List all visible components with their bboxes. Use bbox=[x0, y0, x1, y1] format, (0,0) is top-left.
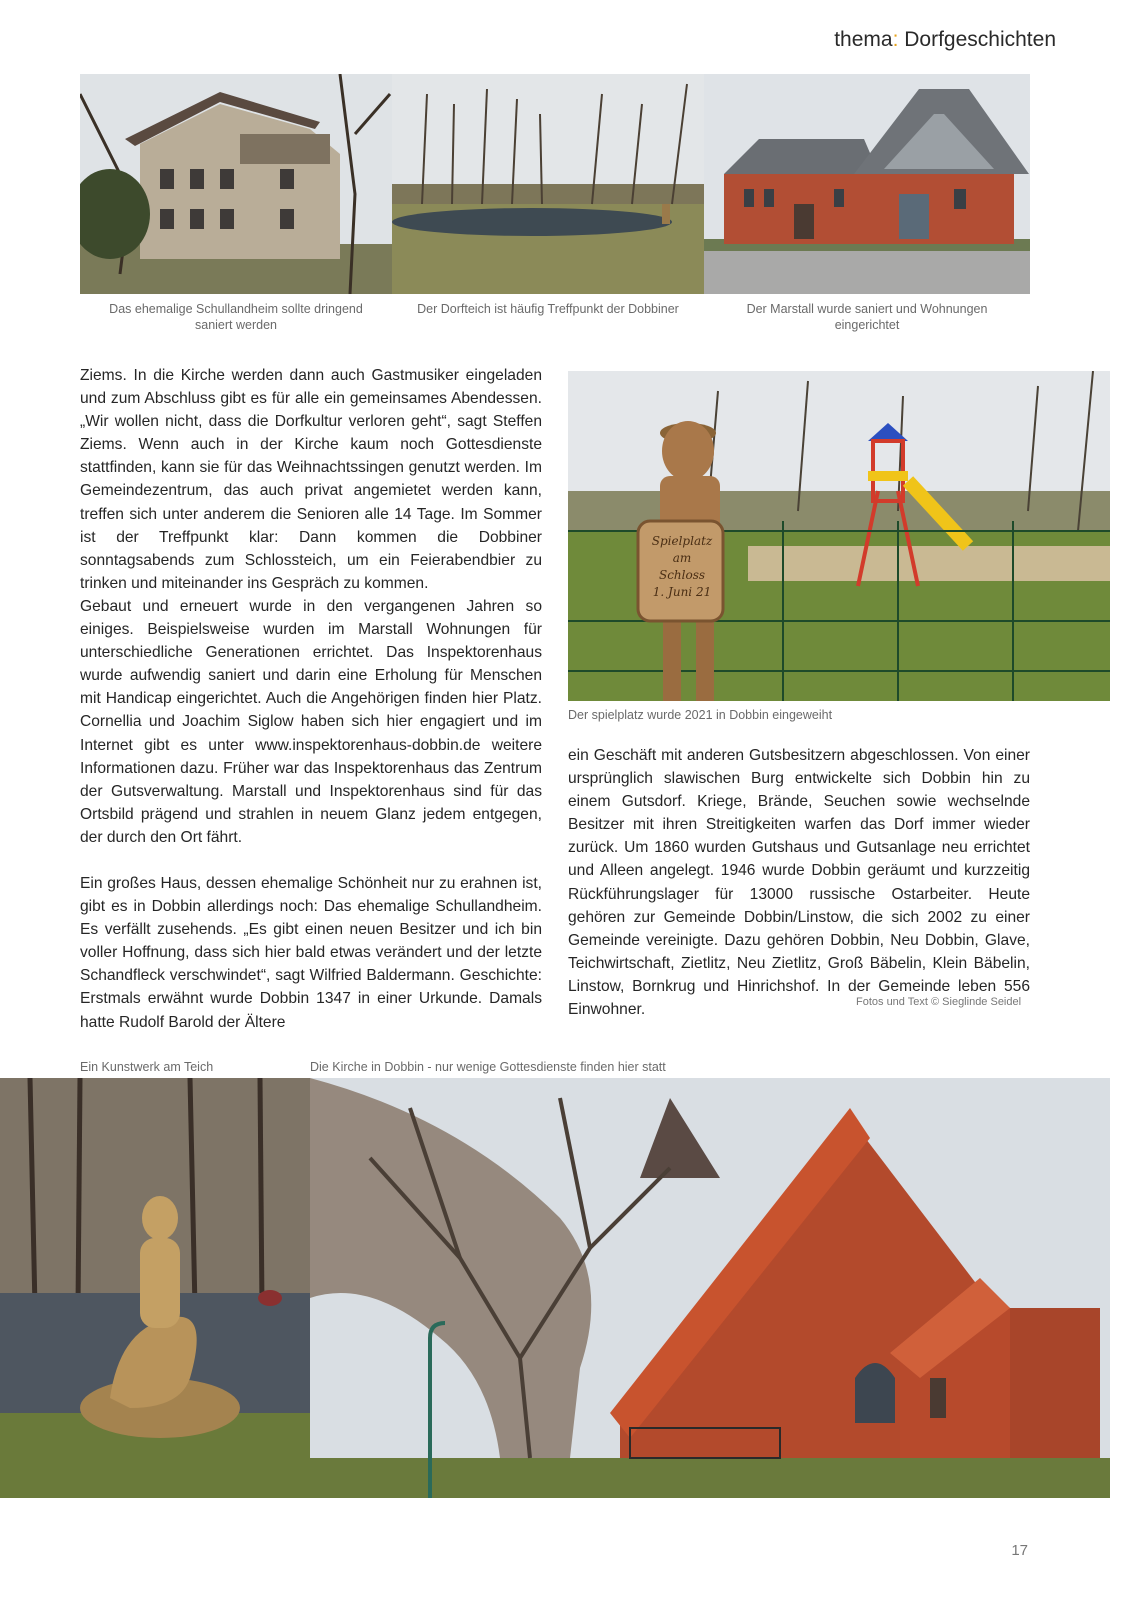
article-column-right bbox=[568, 744, 1030, 1021]
photo-schullandheim bbox=[80, 74, 392, 294]
header-section: Dorfgeschichten bbox=[904, 28, 1056, 51]
sign-line: 1. Juni 21 bbox=[652, 585, 712, 599]
section-header bbox=[834, 28, 1056, 52]
paragraph: Ein großes Haus, dessen ehemalige Schönheit nur zu erahnen ist, gibt es in Dobbin allerdings noch: Das ehemalige Schullandheim. Es verfällt zusehends. „Es gibt einen neuen Besitzer und ich bin voller Hoffnung, dass sich hier bald etwas verändert und der letzte Schandfleck verschwindet“, sagt Wilfried Baldermann. Geschichte: Erstmals erwähnt wurde Dobbin 1347 in einer Urkunde. Damals hatte Rudolf Barold der Ältere bbox=[80, 874, 542, 1031]
caption-dorfteich: Der Dorfteich ist häufig Treffpunkt der Dobbiner bbox=[417, 302, 679, 316]
caption-marstall: Der Marstall wurde saniert und Wohnungen eingerichtet bbox=[746, 302, 988, 332]
paragraph: Gebaut und erneuert wurde in den vergangenen Jahren so einiges. Beispielsweise wurden im Marstall Wohnungen für unterschiedliche Generationen errichtet. Das Inspektorenhaus wurde aufwendig saniert und darin eine Erholung für Menschen mit Handicap eingerichtet. Auch die Angehörigen finden hier Platz. Cornellia und Joachim Siglow haben sich hier engagiert und im Internet gibt es unter www.inspektorenhaus-dobbin.de weitere Informationen dazu. Früher war das Inspektorenhaus das Zentrum der Gutsverwaltung. Marstall und Inspektorenhaus sind für das Ortsbild prägend und strahlen in neuem Glanz jedem entgegen, der durch den Ort fährt. bbox=[80, 597, 542, 846]
caption-schullandheim: Das ehemalige Schullandheim sollte dringend saniert werden bbox=[109, 302, 363, 332]
caption-spielplatz: Der spielplatz wurde 2021 in Dobbin eingeweiht bbox=[568, 708, 833, 722]
sign-line: Spielplatz bbox=[651, 534, 713, 548]
photo-marstall bbox=[704, 74, 1030, 294]
header-colon: : bbox=[892, 28, 899, 51]
photo-spielplatz bbox=[568, 371, 1110, 701]
paragraph: Ziems. In die Kirche werden dann auch Gastmusiker eingeladen und zum Abschluss gibt es für alle ein gemeinsames Abendessen. „Wir wollen nicht, dass die Dorfkultur verloren geht“, sagt Steffen Ziems. Wenn auch in der Kirche kaum noch Gottesdienste stattfinden, kann sie für das Weihnachtssingen genutzt werden. Im Gemeindezentrum, das auch privat angemietet werden kann, treffen sich unter anderem die Senioren alle 14 Tage. Im Sommer ist der Treffpunkt klar: Dann kommen die Dobbiner sonntagsabends zum Schlossteich, um ein Feierabendbier zu trinken und miteinander ins Gespräch zu kommen. bbox=[80, 367, 542, 592]
page-number: 17 bbox=[1011, 1542, 1028, 1559]
sign-line: Schloss bbox=[658, 568, 706, 582]
photo-dorfteich bbox=[392, 74, 704, 294]
paragraph: ein Geschäft mit anderen Gutsbesitzern abgeschlossen. Von einer ursprünglich slawischen Burg entwickelte sich Dobbin hin zu einem Gutsdorf. Kriege, Brände, Seuchen sowie wechselnde Besitzer mit ihren Streitigkeiten warfen das Dorf immer wieder zurück. Um 1860 wurden Gutshaus und Gutsanlage neu errichtet und Alleen angelegt. 1946 wurde Dobbin geräumt und kurzzeitig Rückführungslager für 13000 russische Ostarbeiter. Heute gehören zur Gemeinde Dobbin/Linstow, die sich 2002 zu einer Gemeinde vereinigte. Dazu gehören Dobbin, Neu Dobbin, Glave, Teichwirtschaft, Zietlitz, Neu Zietlitz, Groß Bäbelin, Klein Bäbelin, Linstow, Bornkrug und Hinrichshof. In der Gemeinde leben 556 Einwohner. bbox=[568, 747, 1030, 1019]
sign-line: am bbox=[672, 551, 692, 565]
sign-text bbox=[642, 533, 722, 601]
header-prefix: thema bbox=[834, 28, 893, 51]
photo-kunstwerk bbox=[0, 1078, 310, 1498]
photo-kirche bbox=[310, 1078, 1110, 1498]
caption-kirche: Die Kirche in Dobbin - nur wenige Gottesdienste finden hier statt bbox=[310, 1060, 666, 1074]
article-column-left bbox=[80, 364, 542, 1034]
caption-kunstwerk: Ein Kunstwerk am Teich bbox=[80, 1060, 214, 1074]
photo-credit: Fotos und Text © Sieglinde Seidel bbox=[856, 996, 1022, 1008]
